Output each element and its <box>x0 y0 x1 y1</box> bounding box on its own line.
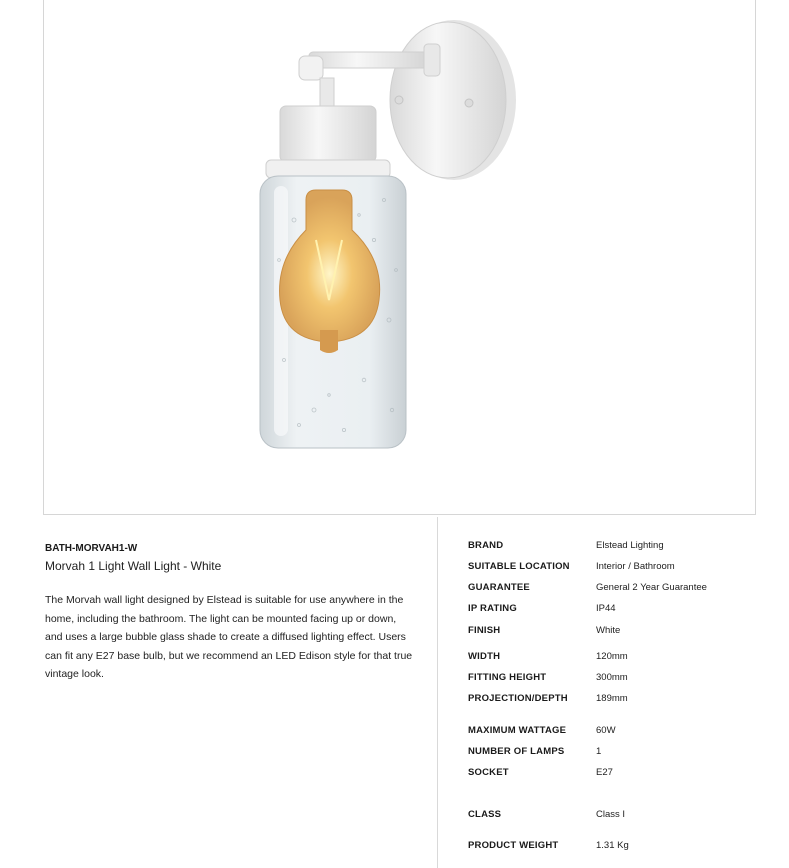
spec-value-width: 120mm <box>596 651 628 662</box>
product-image-frame <box>43 0 756 515</box>
spec-value-socket: E27 <box>596 767 613 778</box>
spec-label-guarantee: GUARANTEE <box>468 582 530 593</box>
spec-label-lamps: NUMBER OF LAMPS <box>468 746 565 757</box>
spec-value-class: Class I <box>596 809 626 820</box>
spec-value-ip: IP44 <box>596 603 616 614</box>
spec-label-socket: SOCKET <box>468 767 509 778</box>
wall-plate <box>390 20 516 180</box>
spec-value-wattage: 60W <box>596 725 616 736</box>
spec-label-class: CLASS <box>468 809 502 820</box>
spec-value-location: Interior / Bathroom <box>596 561 675 572</box>
spec-label-brand: BRAND <box>468 540 504 551</box>
spec-label-projection: PROJECTION/DEPTH <box>468 693 568 704</box>
product-description: The Morvah wall light designed by Elstead is suitable for use anywhere in the home, including the bathroom. The light can be mounted facing up or down, and uses a large bubble glass shade to create a diffused lighting effect. Users can fit any E27 base bulb, but we recommend an LED Edison style for that true vintage look. <box>45 594 413 680</box>
spec-label-width: WIDTH <box>468 651 501 662</box>
spec-label-location: SUITABLE LOCATION <box>468 561 570 572</box>
spec-label-wattage: MAXIMUM WATTAGE <box>468 725 567 736</box>
spec-label-ip: IP RATING <box>468 603 517 614</box>
spec-label-weight: PRODUCT WEIGHT <box>468 840 559 851</box>
spec-value-finish: White <box>596 625 621 636</box>
spec-value-brand: Elstead Lighting <box>596 540 664 551</box>
lamp-holder <box>266 106 390 178</box>
spec-value-projection: 189mm <box>596 693 628 704</box>
spec-value-lamps: 1 <box>596 746 602 757</box>
spec-label-finish: FINISH <box>468 625 501 636</box>
product-sku: BATH-MORVAH1-W <box>45 543 138 554</box>
product-image <box>44 0 757 515</box>
product-title: Morvah 1 Light Wall Light - White <box>45 559 222 573</box>
spec-value-guarantee: General 2 Year Guarantee <box>596 582 707 593</box>
column-divider <box>437 517 438 868</box>
spec-value-height: 300mm <box>596 672 628 683</box>
spec-value-weight: 1.31 Kg <box>596 840 629 851</box>
spec-label-height: FITTING HEIGHT <box>468 672 547 683</box>
